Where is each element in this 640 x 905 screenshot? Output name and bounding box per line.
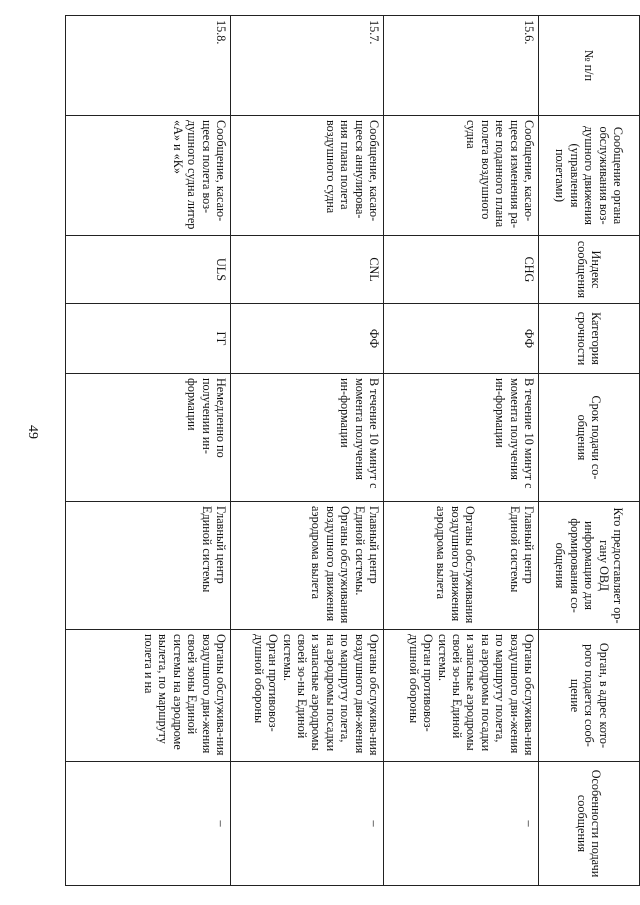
cell-num: 15.8. bbox=[66, 16, 231, 116]
provider-line-2: Органы обслуживания воздушного движения аэродрома вылета bbox=[309, 506, 353, 624]
cell-deadline: В течение 10 минут с момента получения ин-формации bbox=[231, 374, 384, 502]
cell-features: – bbox=[384, 762, 539, 886]
cell-provider bbox=[231, 502, 384, 630]
table-row bbox=[66, 16, 231, 886]
provider-line-1: Главный центр Единой системы bbox=[199, 506, 228, 593]
cell-index: ULS bbox=[66, 236, 231, 304]
header-recipient: Орган, в адрес кото-рого подается сооб-щение bbox=[539, 630, 640, 762]
cell-num: 15.7. bbox=[231, 16, 384, 116]
cell-urgency: ФФ bbox=[384, 304, 539, 374]
recipient-line-1: Органы обслужива-ния воздушного дви-жения по маршруту полета, на аэродромы посадки и запасные аэродромы своей зо-ны Единой системы. bbox=[435, 634, 536, 756]
cell-urgency: ФФ bbox=[231, 304, 384, 374]
cell-features: – bbox=[231, 762, 384, 886]
cell-provider bbox=[384, 502, 539, 630]
cell-index: CNL bbox=[231, 236, 384, 304]
cell-num: 15.6. bbox=[384, 16, 539, 116]
table-header-row bbox=[539, 16, 640, 886]
header-index: Индекс сообщения bbox=[539, 236, 640, 304]
cell-urgency: ГГ bbox=[66, 304, 231, 374]
message-table bbox=[65, 15, 640, 886]
table-frame bbox=[52, 15, 640, 885]
header-deadline: Срок подачи со-общения bbox=[539, 374, 640, 502]
cell-provider bbox=[66, 502, 231, 630]
header-provider: Кто предоставляет ор-гану ОВД информацию для формирования со-общения bbox=[539, 502, 640, 630]
cell-recipient bbox=[66, 630, 231, 762]
cell-message: Сообщение, касаю-щееся изменения ра-нее поданного плана полета воздушного судна bbox=[384, 116, 539, 236]
cell-deadline: Немедленно по получении ин-формации bbox=[66, 374, 231, 502]
cell-features: – bbox=[66, 762, 231, 886]
header-urgency: Категория срочности bbox=[539, 304, 640, 374]
cell-message: Сообщение, касаю-щееся полета воз-душного судна литер «А» и «К» bbox=[66, 116, 231, 236]
recipient-line-1: Органы обслужива-ния воздушного дви-жения по маршруту полета, на аэродромы посадки и запасные аэродромы своей зо-ны Единой системы. bbox=[280, 634, 381, 756]
page-number: 49 bbox=[25, 425, 40, 439]
rotated-table-container bbox=[52, 15, 640, 885]
table-row bbox=[384, 16, 539, 886]
recipient-line-1: Органы обслужива-ния воздушного дви-жения своей зоны Единой системы на аэродроме вылета, по маршруту полета и на bbox=[142, 634, 228, 756]
cell-recipient bbox=[384, 630, 539, 762]
recipient-line-2: Орган противовоз-душной обороны bbox=[251, 634, 281, 732]
header-num: № п/п bbox=[539, 16, 640, 116]
header-message: Сообщение органа обслуживания воз-душного движения (управления полетами) bbox=[539, 116, 640, 236]
provider-line-1: Главный центр Единой системы. bbox=[352, 506, 381, 596]
cell-message: Сообщение, касаю-щееся аннулирова-ния плана полета воздушного судна bbox=[231, 116, 384, 236]
table-row bbox=[231, 16, 384, 886]
recipient-line-2: Орган противовоз-душной обороны bbox=[406, 634, 436, 732]
cell-deadline: В течение 10 минут с момента получения ин-формации bbox=[384, 374, 539, 502]
cell-index: CHG bbox=[384, 236, 539, 304]
header-features: Особенности подачи сообщения bbox=[539, 762, 640, 886]
provider-line-1: Главный центр Единой системы bbox=[507, 506, 536, 593]
provider-line-2: Органы обслуживания воздушного движения аэродрома вылета bbox=[434, 506, 478, 624]
cell-recipient bbox=[231, 630, 384, 762]
